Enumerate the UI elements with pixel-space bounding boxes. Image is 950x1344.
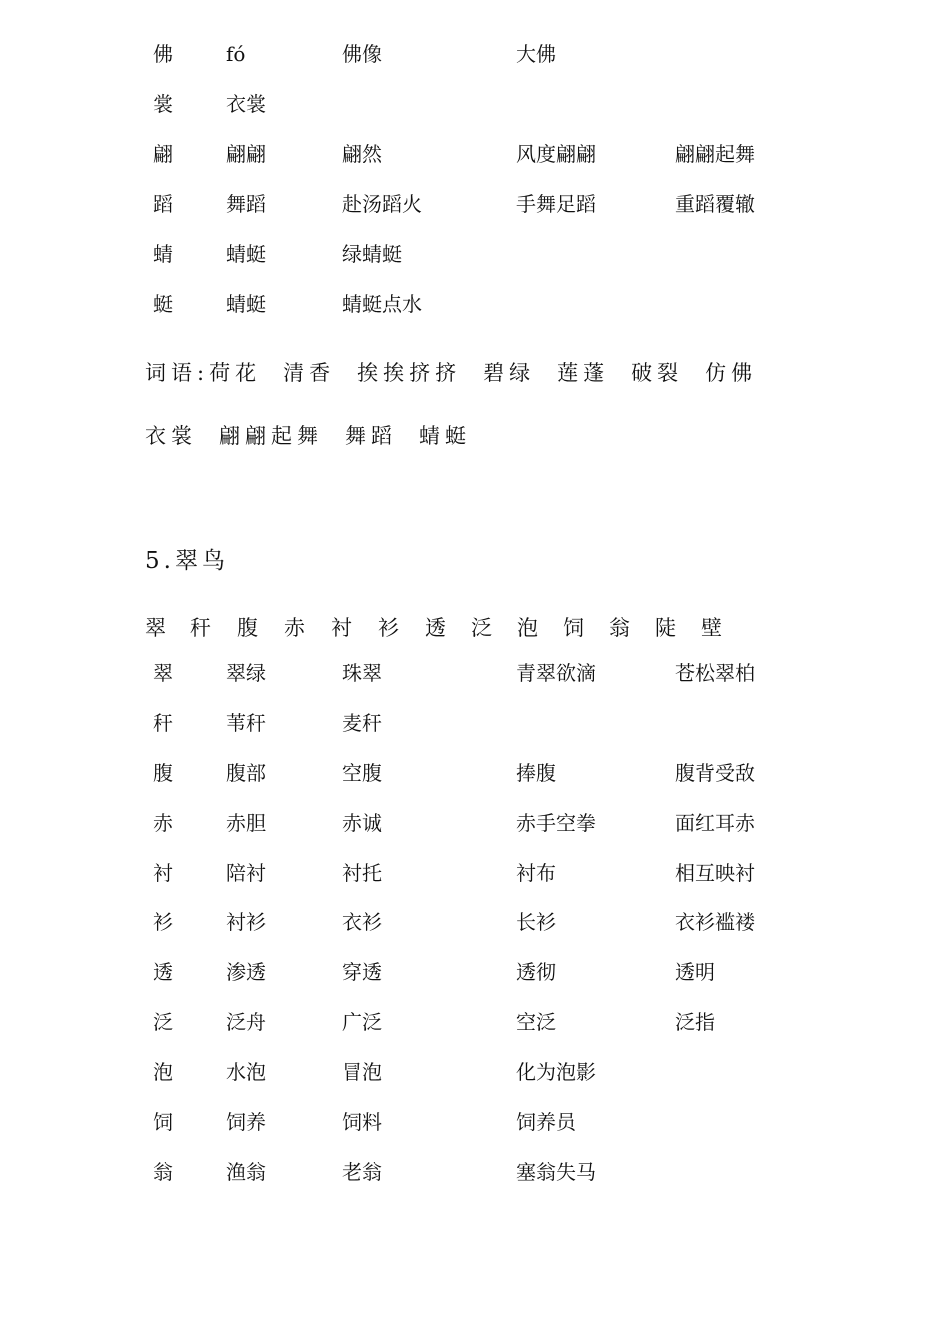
vocab-word: 风度翩翩 bbox=[516, 142, 596, 166]
vocab-word: 衣衫 bbox=[342, 910, 382, 934]
vocab-word: 衬衫 bbox=[226, 910, 266, 934]
vocab-word: 蜻蜓 bbox=[226, 242, 266, 266]
table-row bbox=[0, 858, 950, 888]
character-item: 翠 bbox=[145, 616, 166, 640]
vocab-char: 翠 bbox=[153, 661, 173, 685]
character-list bbox=[145, 612, 845, 644]
vocab-word: 透明 bbox=[675, 960, 715, 984]
vocab-char: 泡 bbox=[153, 1060, 173, 1084]
character-item: 饲 bbox=[563, 616, 584, 640]
vocab-word: 翩翩起舞 bbox=[675, 142, 755, 166]
vocab-char: 蹈 bbox=[153, 192, 173, 216]
word-item: 舞蹈 bbox=[345, 424, 397, 448]
table-row bbox=[0, 289, 950, 319]
vocab-word: 绿蜻蜓 bbox=[342, 242, 402, 266]
vocab-word: 冒泡 bbox=[342, 1060, 382, 1084]
character-item: 泡 bbox=[517, 616, 538, 640]
vocab-char: 佛 bbox=[153, 42, 173, 66]
vocab-char: 翩 bbox=[153, 142, 173, 166]
vocab-word: 翩翩 bbox=[226, 142, 266, 166]
vocab-word: 衣衫褴褛 bbox=[675, 910, 755, 934]
vocab-word: 衬托 bbox=[342, 861, 382, 885]
vocab-char: 蜓 bbox=[153, 292, 173, 316]
vocab-word: 广泛 bbox=[342, 1010, 382, 1034]
table-row bbox=[0, 808, 950, 838]
words-label: 词语: bbox=[145, 361, 210, 385]
vocab-char: 衫 bbox=[153, 910, 173, 934]
table-row bbox=[0, 758, 950, 788]
table-row bbox=[0, 1057, 950, 1087]
vocab-word: 蜻蜓 bbox=[226, 292, 266, 316]
vocab-word: 珠翠 bbox=[342, 661, 382, 685]
table-row bbox=[0, 239, 950, 269]
vocab-word: 翠绿 bbox=[226, 661, 266, 685]
table-row bbox=[0, 957, 950, 987]
vocab-word: 佛像 bbox=[342, 42, 382, 66]
vocab-word: 重蹈覆辙 bbox=[675, 192, 755, 216]
word-item: 翩翩起舞 bbox=[219, 424, 323, 448]
vocab-word: 苇秆 bbox=[226, 711, 266, 735]
vocab-char: 衬 bbox=[153, 861, 173, 885]
vocab-char: 腹 bbox=[153, 761, 173, 785]
vocab-pinyin: fó bbox=[226, 42, 246, 66]
word-item: 碧绿 bbox=[483, 361, 536, 385]
word-item: 莲蓬 bbox=[557, 361, 610, 385]
vocab-word: 赴汤蹈火 bbox=[342, 192, 422, 216]
vocab-word: 手舞足蹈 bbox=[516, 192, 596, 216]
word-item: 清香 bbox=[283, 361, 336, 385]
vocab-word: 衣裳 bbox=[226, 92, 266, 116]
vocab-word: 赤诚 bbox=[342, 811, 382, 835]
table-row bbox=[0, 1107, 950, 1137]
vocab-word: 塞翁失马 bbox=[516, 1160, 596, 1184]
character-item: 透 bbox=[425, 616, 446, 640]
vocab-word: 大佛 bbox=[516, 42, 556, 66]
vocab-word: 空腹 bbox=[342, 761, 382, 785]
vocab-word: 苍松翠柏 bbox=[675, 661, 755, 685]
character-item: 壁 bbox=[701, 616, 722, 640]
vocab-word: 衬布 bbox=[516, 861, 556, 885]
word-item: 挨挨挤挤 bbox=[357, 361, 462, 385]
word-item: 衣裳 bbox=[145, 424, 197, 448]
table-row bbox=[0, 189, 950, 219]
table-row bbox=[0, 39, 950, 69]
table-row bbox=[0, 139, 950, 169]
character-item: 衬 bbox=[331, 616, 352, 640]
table-row bbox=[0, 89, 950, 119]
table-row bbox=[0, 1007, 950, 1037]
vocab-word: 麦秆 bbox=[342, 711, 382, 735]
vocab-word: 赤胆 bbox=[226, 811, 266, 835]
vocab-word: 水泡 bbox=[226, 1060, 266, 1084]
vocab-word: 渗透 bbox=[226, 960, 266, 984]
words-summary-line-2 bbox=[145, 421, 493, 451]
vocab-word: 面红耳赤 bbox=[675, 811, 755, 835]
vocab-word: 化为泡影 bbox=[516, 1060, 596, 1084]
vocab-word: 渔翁 bbox=[226, 1160, 266, 1184]
vocab-word: 陪衬 bbox=[226, 861, 266, 885]
vocab-word: 赤手空拳 bbox=[516, 811, 596, 835]
vocab-word: 透彻 bbox=[516, 960, 556, 984]
character-item: 衫 bbox=[378, 616, 399, 640]
vocab-word: 翩然 bbox=[342, 142, 382, 166]
character-item: 秆 bbox=[190, 616, 211, 640]
word-item: 蜻蜓 bbox=[419, 424, 471, 448]
character-item: 赤 bbox=[284, 616, 305, 640]
words-summary-line-1 bbox=[145, 358, 779, 388]
table-row bbox=[0, 907, 950, 937]
table-row bbox=[0, 658, 950, 688]
vocab-char: 蜻 bbox=[153, 242, 173, 266]
vocab-word: 腹背受敌 bbox=[675, 761, 755, 785]
vocab-word: 泛指 bbox=[675, 1010, 715, 1034]
vocab-char: 赤 bbox=[153, 811, 173, 835]
vocab-word: 腹部 bbox=[226, 761, 266, 785]
character-item: 陡 bbox=[655, 616, 676, 640]
vocab-word: 饲养 bbox=[226, 1110, 266, 1134]
table-row bbox=[0, 708, 950, 738]
character-item: 腹 bbox=[237, 616, 258, 640]
table-row bbox=[0, 1157, 950, 1187]
section-title: 5.翠鸟 bbox=[145, 548, 229, 574]
character-item: 泛 bbox=[471, 616, 492, 640]
vocab-word: 饲养员 bbox=[516, 1110, 576, 1134]
vocab-word: 泛舟 bbox=[226, 1010, 266, 1034]
vocab-char: 泛 bbox=[153, 1010, 173, 1034]
vocab-word: 饲料 bbox=[342, 1110, 382, 1134]
word-item: 破裂 bbox=[631, 361, 684, 385]
vocab-char: 透 bbox=[153, 960, 173, 984]
character-item: 翁 bbox=[609, 616, 630, 640]
vocab-word: 老翁 bbox=[342, 1160, 382, 1184]
vocab-word: 穿透 bbox=[342, 960, 382, 984]
vocab-char: 秆 bbox=[153, 711, 173, 735]
vocab-word: 捧腹 bbox=[516, 761, 556, 785]
vocab-word: 舞蹈 bbox=[226, 192, 266, 216]
vocab-word: 长衫 bbox=[516, 910, 556, 934]
vocab-char: 饲 bbox=[153, 1110, 173, 1134]
word-item: 仿佛 bbox=[705, 361, 758, 385]
vocab-char: 裳 bbox=[153, 92, 173, 116]
vocab-word: 相互映衬 bbox=[675, 861, 755, 885]
vocab-word: 蜻蜓点水 bbox=[342, 292, 422, 316]
word-item: 荷花 bbox=[209, 361, 262, 385]
vocab-word: 青翠欲滴 bbox=[516, 661, 596, 685]
vocab-word: 空泛 bbox=[516, 1010, 556, 1034]
vocab-char: 翁 bbox=[153, 1160, 173, 1184]
